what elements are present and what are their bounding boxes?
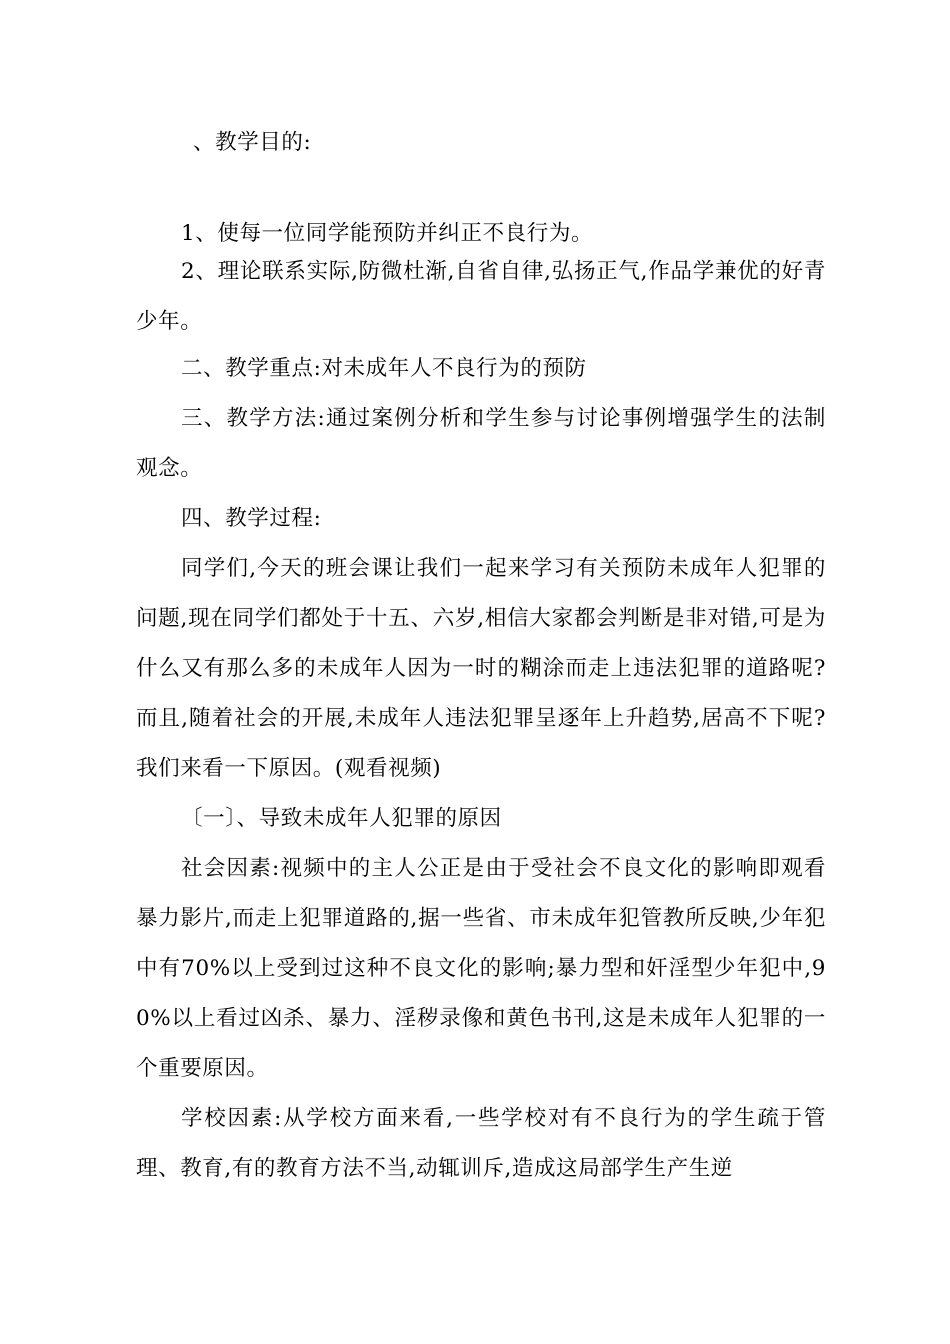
teaching-focus: 二、教学重点:对未成年人不良行为的预防	[181, 356, 587, 381]
section-1-heading: 〔一〕、导致未成年人犯罪的原因	[181, 806, 502, 831]
social-factor-paragraph: 社会因素:视频中的主人公正是由于受社会不良文化的影响即观看暴力影片,而走上犯罪道路的,据一些省、市未成年犯管教所反映,少年犯中有70%以上受到过这种不良文化的影响;暴力型和奸淫型少年犯中,90%以上看过凶杀、暴力、淫秽录像和黄色书刊,这是未成年人犯罪的一个重要原因。	[136, 856, 826, 1081]
intro-paragraph: 同学们,今天的班会课让我们一起来学习有关预防未成年人犯罪的问题,现在同学们都处于十五、六岁,相信大家都会判断是非对错,可是为什么又有那么多的未成年人因为一时的糊涂而走上违法犯罪的道路呢?而且,随着社会的开展,未成年人违法犯罪呈逐年上升趋势,居高不下呢?我们来看一下原因。(观看视频)	[136, 556, 826, 781]
teaching-method: 三、教学方法:通过案例分析和学生参与讨论事例增强学生的法制观念。	[136, 406, 826, 481]
objective-item-1: 1、使每一位同学能预防并纠正不良行为。	[181, 221, 594, 246]
process-heading: 四、教学过程:	[181, 506, 322, 531]
objective-item-2: 2、理论联系实际,防微杜渐,自省自律,弘扬正气,作品学兼优的好青少年。	[136, 259, 826, 334]
school-factor-paragraph: 学校因素:从学校方面来看,一些学校对有不良行为的学生疏于管理、教育,有的教育方法不当,动辄训斥,造成这局部学生产生逆	[136, 1106, 826, 1181]
objective-heading: 、教学目的:	[193, 130, 312, 155]
